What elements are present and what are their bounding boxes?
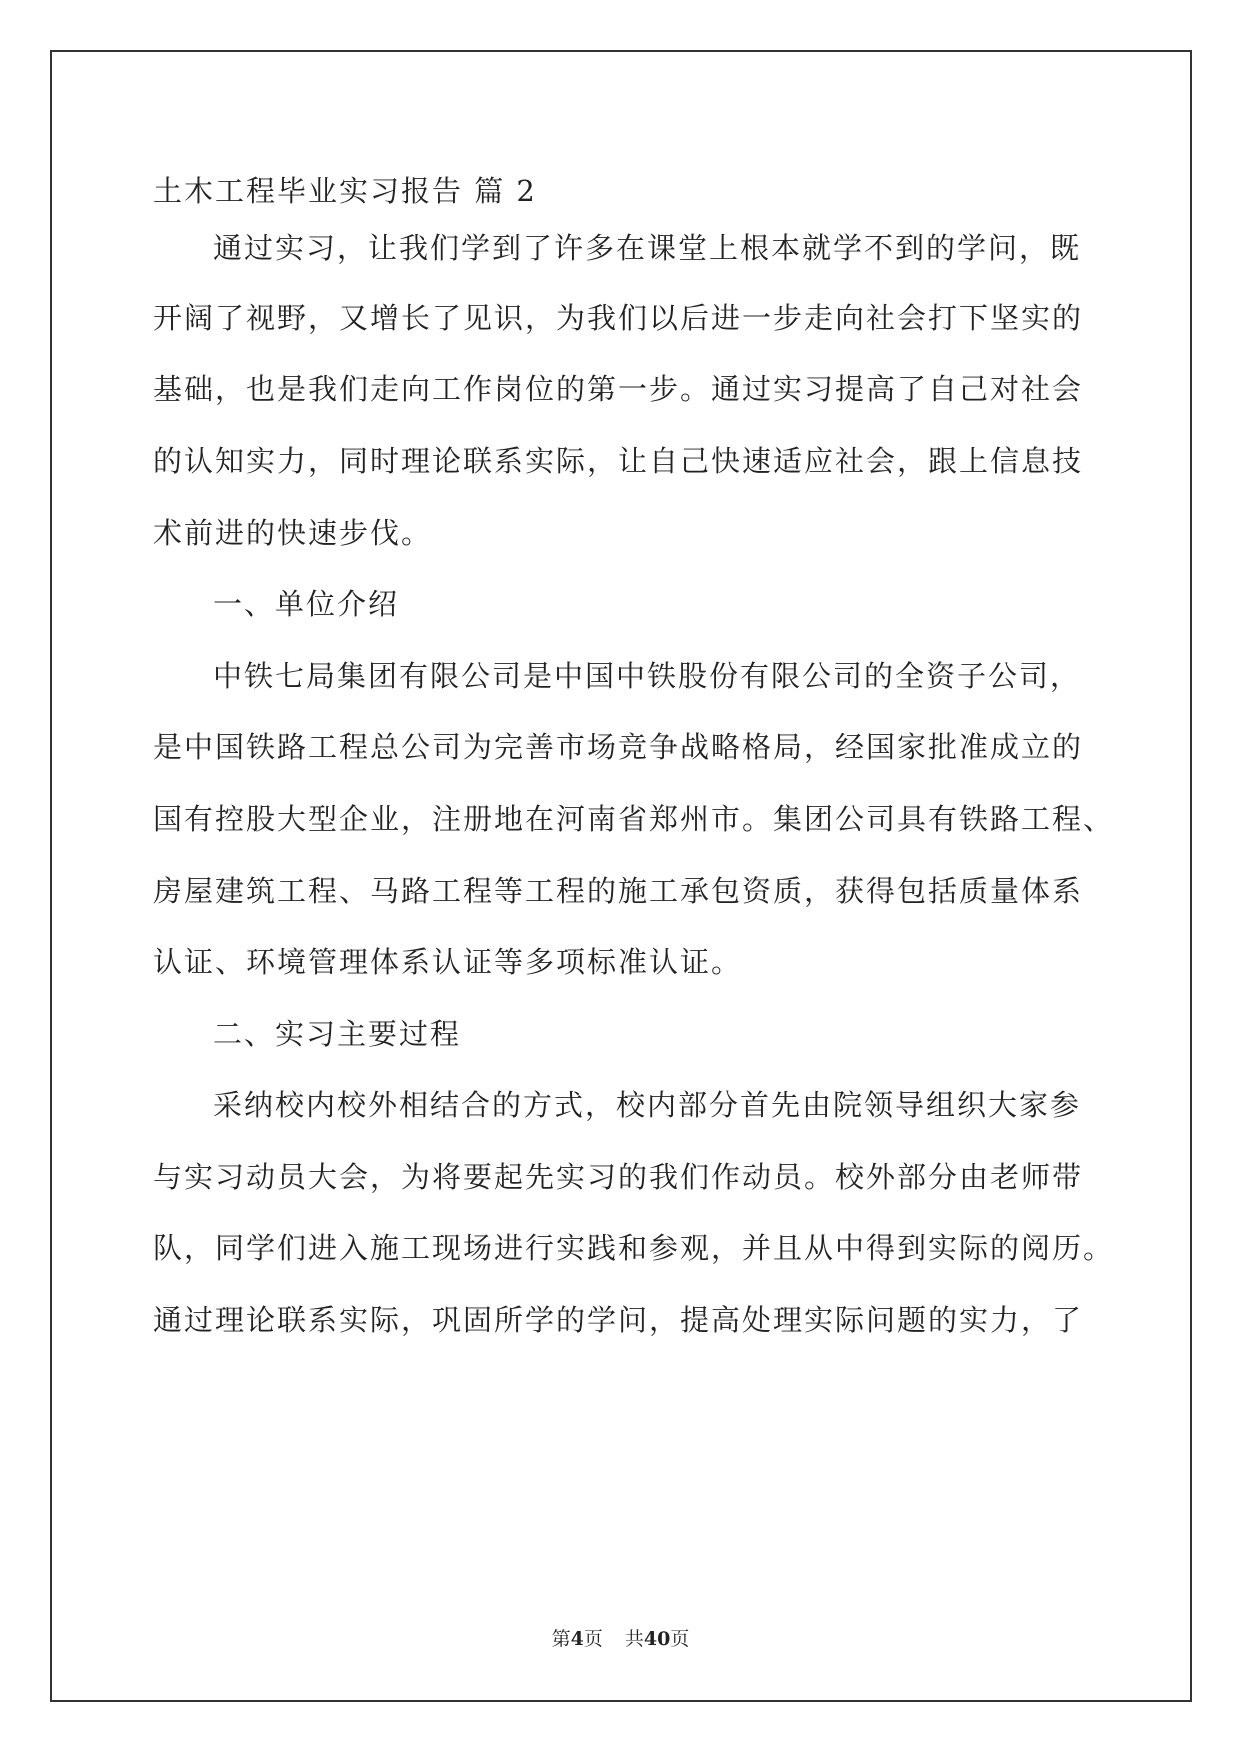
page-footer xyxy=(0,1627,1241,1651)
paragraph-line-5: 术前进的快速步伐。 xyxy=(153,516,433,550)
paragraph-line-9: 国有控股大型企业，注册地在河南省郑州市。集团公司具有铁路工程、 xyxy=(153,802,1115,836)
paragraph-line-10: 房屋建筑工程、马路工程等工程的施工承包资质，获得包括质量体系 xyxy=(153,874,1084,908)
total-prefix: 共 xyxy=(624,1628,644,1650)
heading-internship-process: 二、实习主要过程 xyxy=(213,1017,462,1051)
paragraph-line-7: 中铁七局集团有限公司是中国中铁股份有限公司的全资子公司， xyxy=(213,659,1082,693)
page-prefix: 第 xyxy=(551,1628,571,1650)
section-title: 土木工程毕业实习报告 篇 2 xyxy=(153,174,537,208)
total-suffix: 页 xyxy=(670,1628,690,1650)
page-suffix: 页 xyxy=(583,1628,603,1650)
paragraph-line-4: 的认知实力，同时理论联系实际，让自己快速适应社会，跟上信息技 xyxy=(153,444,1084,478)
paragraph-line-13: 采纳校内校外相结合的方式，校内部分首先由院领导组织大家参 xyxy=(213,1088,1082,1122)
paragraph-line-1: 通过实习，让我们学到了许多在课堂上根本就学不到的学问，既 xyxy=(213,231,1082,265)
paragraph-line-16: 通过理论联系实际，巩固所学的学问，提高处理实际问题的实力，了 xyxy=(153,1303,1084,1337)
paragraph-line-15: 队，同学们进入施工现场进行实践和参观，并且从中得到实际的阅历。 xyxy=(153,1231,1115,1265)
total-pages: 40 xyxy=(643,1628,671,1650)
paragraph-line-8: 是中国铁路工程总公司为完善市场竞争战略格局，经国家批准成立的 xyxy=(153,730,1084,764)
paragraph-line-11: 认证、环境管理体系认证等多项标准认证。 xyxy=(153,945,743,979)
page-number: 4 xyxy=(570,1628,584,1650)
heading-unit-intro: 一、单位介绍 xyxy=(213,587,400,621)
paragraph-line-14: 与实习动员大会，为将要起先实习的我们作动员。校外部分由老师带 xyxy=(153,1160,1084,1194)
paragraph-line-2: 开阔了视野，又增长了见识，为我们以后进一步走向社会打下坚实的 xyxy=(153,301,1084,335)
paragraph-line-3: 基础，也是我们走向工作岗位的第一步。通过实习提高了自己对社会 xyxy=(153,372,1084,406)
